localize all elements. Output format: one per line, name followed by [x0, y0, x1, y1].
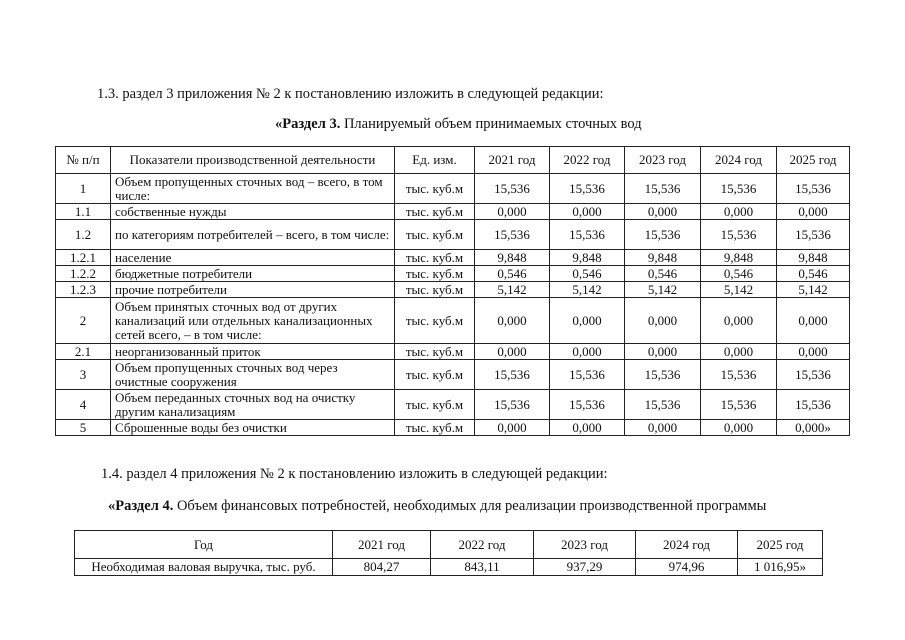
value-cell: 0,000 — [701, 344, 777, 360]
value-cell: 15,536 — [701, 174, 777, 204]
table-row — [56, 204, 850, 220]
row-number: 1 — [56, 174, 111, 204]
value-cell: 15,536 — [701, 360, 777, 390]
row-number: 2.1 — [56, 344, 111, 360]
table-row — [56, 266, 850, 282]
table-header-row — [56, 147, 850, 174]
value-cell: 15,536 — [625, 174, 701, 204]
row-number: 1.2.3 — [56, 282, 111, 298]
intro-paragraph-2: 1.4. раздел 4 приложения № 2 к постановлению изложить в следующей редакции: — [101, 466, 608, 482]
value-cell: 15,536 — [550, 390, 625, 420]
row-unit: тыс. куб.м — [395, 220, 475, 250]
value-cell: 5,142 — [777, 282, 850, 298]
table-row — [56, 390, 850, 420]
value-cell: 0,000 — [777, 344, 850, 360]
row-indicator: собственные нужды — [111, 204, 395, 220]
header-cell: 2021 год — [475, 147, 550, 174]
value-cell: 0,000 — [625, 204, 701, 220]
row-unit: тыс. куб.м — [395, 266, 475, 282]
value-cell: 5,142 — [625, 282, 701, 298]
value-cell: 15,536 — [550, 174, 625, 204]
value-cell: 843,11 — [431, 559, 534, 576]
header-cell: Год — [75, 531, 333, 559]
row-indicator: Объем переданных сточных вод на очистку другим канализациям — [111, 390, 395, 420]
table-row — [56, 360, 850, 390]
row-indicator: по категориям потребителей – всего, в том числе: — [111, 220, 395, 250]
row-unit: тыс. куб.м — [395, 360, 475, 390]
value-cell: 0,000 — [550, 420, 625, 436]
section-3-heading — [275, 116, 642, 133]
table-row — [56, 282, 850, 298]
table-row — [56, 250, 850, 266]
row-indicator: Объем пропущенных сточных вод через очистные сооружения — [111, 360, 395, 390]
header-cell: 2021 год — [333, 531, 431, 559]
row-label: Необходимая валовая выручка, тыс. руб. — [75, 559, 333, 576]
value-cell: 0,000 — [625, 420, 701, 436]
value-cell: 0,546 — [701, 266, 777, 282]
header-cell: Показатели производственной деятельности — [111, 147, 395, 174]
table-header-row — [75, 531, 823, 559]
table-row — [56, 344, 850, 360]
value-cell: 974,96 — [636, 559, 738, 576]
header-cell: 2023 год — [625, 147, 701, 174]
row-indicator: бюджетные потребители — [111, 266, 395, 282]
value-cell: 5,142 — [475, 282, 550, 298]
section-4-heading — [108, 498, 766, 515]
header-cell: Ед. изм. — [395, 147, 475, 174]
section-3-title: Планируемый объем принимаемых сточных вод — [340, 116, 642, 132]
row-indicator: неорганизованный приток — [111, 344, 395, 360]
value-cell: 0,000 — [475, 298, 550, 344]
table-row — [56, 220, 850, 250]
value-cell: 0,000 — [701, 420, 777, 436]
value-cell: 9,848 — [475, 250, 550, 266]
row-number: 1.2.1 — [56, 250, 111, 266]
wastewater-volume-table — [55, 146, 850, 436]
value-cell: 15,536 — [777, 174, 850, 204]
value-cell: 937,29 — [534, 559, 636, 576]
row-number: 2 — [56, 298, 111, 344]
value-cell: 15,536 — [550, 360, 625, 390]
value-cell: 0,000 — [701, 298, 777, 344]
header-cell: 2022 год — [550, 147, 625, 174]
table-row — [56, 174, 850, 204]
row-unit: тыс. куб.м — [395, 344, 475, 360]
value-cell: 0,000 — [475, 344, 550, 360]
value-cell: 0,546 — [777, 266, 850, 282]
value-cell: 0,000» — [777, 420, 850, 436]
value-cell: 0,000 — [475, 204, 550, 220]
row-unit: тыс. куб.м — [395, 390, 475, 420]
row-indicator: Объем принятых сточных вод от других канализаций или отдельных канализационных сетей всего, – в том числе: — [111, 298, 395, 344]
header-cell: 2024 год — [636, 531, 738, 559]
value-cell: 0,546 — [625, 266, 701, 282]
row-indicator: Сброшенные воды без очистки — [111, 420, 395, 436]
row-number: 1.1 — [56, 204, 111, 220]
value-cell: 9,848 — [625, 250, 701, 266]
row-indicator: Объем пропущенных сточных вод – всего, в том числе: — [111, 174, 395, 204]
value-cell: 0,000 — [777, 204, 850, 220]
intro-paragraph-1: 1.3. раздел 3 приложения № 2 к постановлению изложить в следующей редакции: — [97, 86, 604, 102]
row-number: 1.2 — [56, 220, 111, 250]
value-cell: 15,536 — [475, 390, 550, 420]
header-cell: 2022 год — [431, 531, 534, 559]
value-cell: 1 016,95» — [738, 559, 823, 576]
row-indicator: население — [111, 250, 395, 266]
row-number: 5 — [56, 420, 111, 436]
row-indicator: прочие потребители — [111, 282, 395, 298]
row-number: 4 — [56, 390, 111, 420]
section-3-prefix: «Раздел 3. — [275, 116, 341, 132]
value-cell: 15,536 — [475, 360, 550, 390]
value-cell: 15,536 — [625, 390, 701, 420]
header-cell: 2025 год — [777, 147, 850, 174]
value-cell: 15,536 — [777, 220, 850, 250]
value-cell: 15,536 — [550, 220, 625, 250]
table-row — [56, 420, 850, 436]
table-row — [56, 298, 850, 344]
value-cell: 15,536 — [701, 220, 777, 250]
value-cell: 0,546 — [475, 266, 550, 282]
table-row — [75, 559, 823, 576]
header-cell: 2025 год — [738, 531, 823, 559]
row-unit: тыс. куб.м — [395, 204, 475, 220]
value-cell: 0,546 — [550, 266, 625, 282]
value-cell: 0,000 — [701, 204, 777, 220]
value-cell: 9,848 — [550, 250, 625, 266]
value-cell: 0,000 — [475, 420, 550, 436]
value-cell: 15,536 — [625, 220, 701, 250]
value-cell: 5,142 — [550, 282, 625, 298]
row-unit: тыс. куб.м — [395, 298, 475, 344]
value-cell: 0,000 — [777, 298, 850, 344]
header-cell: 2023 год — [534, 531, 636, 559]
financial-needs-table — [74, 530, 823, 576]
row-unit: тыс. куб.м — [395, 420, 475, 436]
section-4-title: Объем финансовых потребностей, необходимых для реализации производственной программы — [173, 498, 767, 514]
header-cell: № п/п — [56, 147, 111, 174]
value-cell: 0,000 — [550, 298, 625, 344]
row-unit: тыс. куб.м — [395, 250, 475, 266]
value-cell: 0,000 — [550, 344, 625, 360]
row-number: 1.2.2 — [56, 266, 111, 282]
value-cell: 804,27 — [333, 559, 431, 576]
value-cell: 15,536 — [625, 360, 701, 390]
row-unit: тыс. куб.м — [395, 282, 475, 298]
value-cell: 5,142 — [701, 282, 777, 298]
header-cell: 2024 год — [701, 147, 777, 174]
row-unit: тыс. куб.м — [395, 174, 475, 204]
value-cell: 15,536 — [475, 220, 550, 250]
value-cell: 0,000 — [625, 344, 701, 360]
row-number: 3 — [56, 360, 111, 390]
value-cell: 15,536 — [777, 360, 850, 390]
value-cell: 9,848 — [777, 250, 850, 266]
value-cell: 9,848 — [701, 250, 777, 266]
section-4-prefix: «Раздел 4. — [108, 498, 174, 514]
value-cell: 15,536 — [475, 174, 550, 204]
value-cell: 0,000 — [550, 204, 625, 220]
value-cell: 15,536 — [701, 390, 777, 420]
value-cell: 0,000 — [625, 298, 701, 344]
value-cell: 15,536 — [777, 390, 850, 420]
